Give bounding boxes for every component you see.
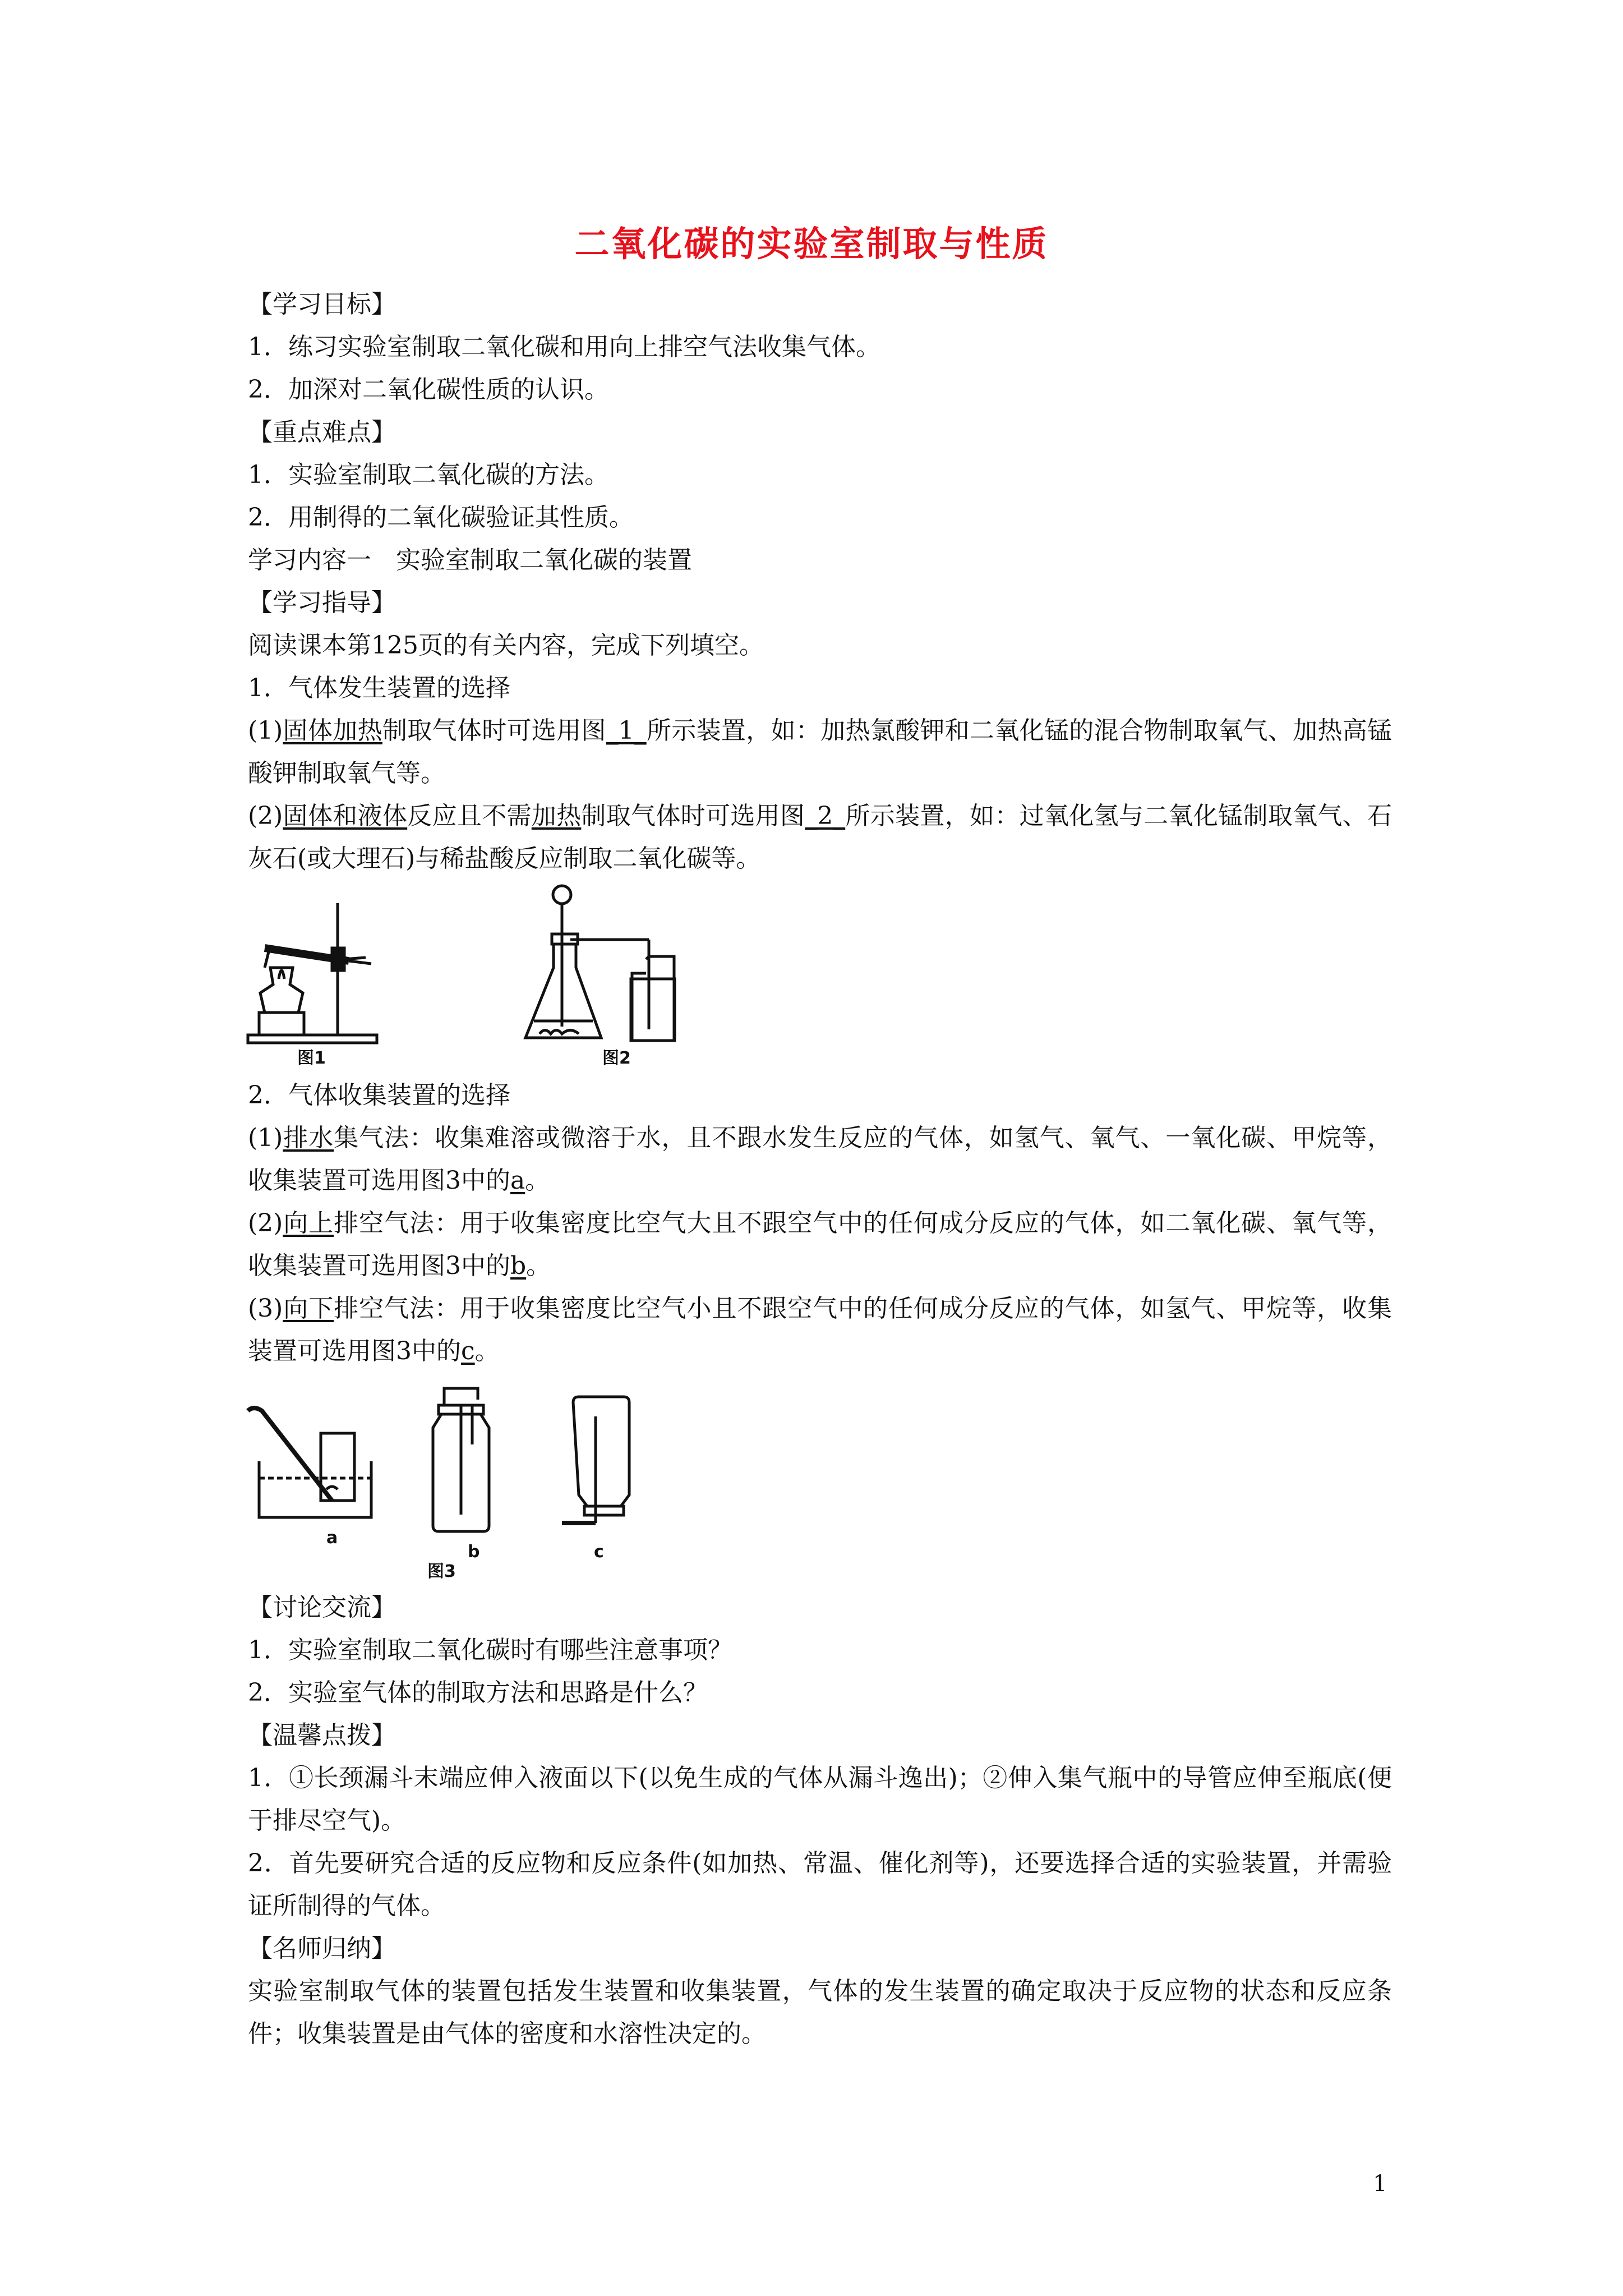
figure-3a-label: a xyxy=(326,1528,338,1548)
discussion-heading: 【讨论交流】 xyxy=(248,1593,396,1622)
document-body xyxy=(248,283,1392,2055)
guide-heading: 【学习指导】 xyxy=(248,588,396,617)
blank-answer: _2_ xyxy=(805,802,846,830)
figure-3-collection-apparatus xyxy=(248,1383,1392,1582)
tips-heading: 【温馨点拨】 xyxy=(248,1721,396,1750)
figure-3b-label: b xyxy=(468,1542,480,1562)
figure-3c-label: c xyxy=(594,1542,604,1562)
figure-3c-downward-air-displacement xyxy=(562,1394,635,1540)
content-one-title: 学习内容一 实验室制取二氧化碳的装置 xyxy=(248,546,692,574)
key-points-heading: 【重点难点】 xyxy=(248,418,396,447)
blank-answer: b xyxy=(510,1251,527,1280)
blank-answer: 向下 xyxy=(283,1294,334,1323)
section-2-title: 2．气体收集装置的选择 xyxy=(248,1081,510,1110)
figure-row-1-2 xyxy=(248,884,1392,1069)
page-title: 二氧化碳的实验室制取与性质 xyxy=(574,223,1049,264)
figure-1-caption: 图1 xyxy=(297,1048,326,1068)
tip-item: 1．①长颈漏斗末端应伸入液面以下(以免生成的气体从漏斗逸出)；②伸入集气瓶中的导管应伸至瓶底(便于排尽空气)。 xyxy=(248,1764,1392,1835)
summary-text: 实验室制取气体的装置包括发生装置和收集装置，气体的发生装置的确定取决于反应物的状态和反应条件；收集装置是由气体的密度和水溶性决定的。 xyxy=(248,1977,1392,2048)
blank-answer: 固体加热 xyxy=(283,716,382,745)
figure-3b-upward-air-displacement xyxy=(427,1383,495,1540)
objective-item: 1．练习实验室制取二氧化碳和用向上排空气法收集气体。 xyxy=(248,333,880,361)
blank-answer: 排水 xyxy=(283,1124,334,1152)
figure-3a-water-displacement xyxy=(248,1405,382,1523)
page-number: 1 xyxy=(1373,2171,1387,2197)
blank-answer: 向上 xyxy=(283,1209,334,1237)
key-point-item: 2．用制得的二氧化碳验证其性质。 xyxy=(248,503,634,532)
section-2-paragraph-1: (1)排水集气法：收集难溶或微溶于水，且不跟水发生反应的气体，如氢气、氧气、一氧化碳、甲烷等，收集装置可选用图3中的a。 xyxy=(248,1124,1392,1195)
guide-intro: 阅读课本第125页的有关内容，完成下列填空。 xyxy=(248,631,764,660)
section-2-paragraph-2: (2)向上排空气法：用于收集密度比空气大且不跟空气中的任何成分反应的气体，如二氧化碳、氧气等，收集装置可选用图3中的b。 xyxy=(248,1209,1392,1280)
figure-3-caption: 图3 xyxy=(427,1562,456,1581)
section-2-paragraph-3: (3)向下排空气法：用于收集密度比空气小且不跟空气中的任何成分反应的气体，如氢气、甲烷等，收集装置可选用图3中的c。 xyxy=(248,1294,1392,1365)
objectives-heading: 【学习目标】 xyxy=(248,290,396,319)
blank-answer: a xyxy=(510,1166,525,1195)
section-1-paragraph-2: (2)固体和液体反应且不需加热制取气体时可选用图_2_所示装置，如：过氧化氢与二氧化锰制取氧气、石灰石(或大理石)与稀盐酸反应制取二氧化碳等。 xyxy=(248,802,1393,873)
blank-answer: _1_ xyxy=(606,716,647,745)
blank-answer: 加热 xyxy=(531,802,582,830)
figure-2-caption: 图2 xyxy=(602,1048,631,1068)
discussion-item: 1．实验室制取二氧化碳时有哪些注意事项？ xyxy=(248,1636,732,1664)
figure-2-generation-apparatus xyxy=(523,884,725,1052)
objective-item: 2．加深对二氧化碳性质的认识。 xyxy=(248,375,609,404)
discussion-item: 2．实验室气体的制取方法和思路是什么？ xyxy=(248,1678,708,1707)
summary-heading: 【名师归纳】 xyxy=(248,1934,396,1963)
section-1-paragraph-1: (1)固体加热制取气体时可选用图_1_所示装置，如：加热氯酸钾和二氧化锰的混合物制取氧气、加热高锰酸钾制取氧气等。 xyxy=(248,716,1393,788)
section-1-title: 1．气体发生装置的选择 xyxy=(248,674,510,702)
tip-item: 2．首先要研究合适的反应物和反应条件(如加热、常温、催化剂等)，还要选择合适的实验装置，并需验证所制得的气体。 xyxy=(248,1849,1392,1920)
blank-answer: 固体和液体 xyxy=(283,802,408,830)
key-point-item: 1．实验室制取二氧化碳的方法。 xyxy=(248,461,609,489)
blank-answer: c xyxy=(461,1337,475,1365)
figure-1-heating-apparatus xyxy=(248,895,382,1052)
